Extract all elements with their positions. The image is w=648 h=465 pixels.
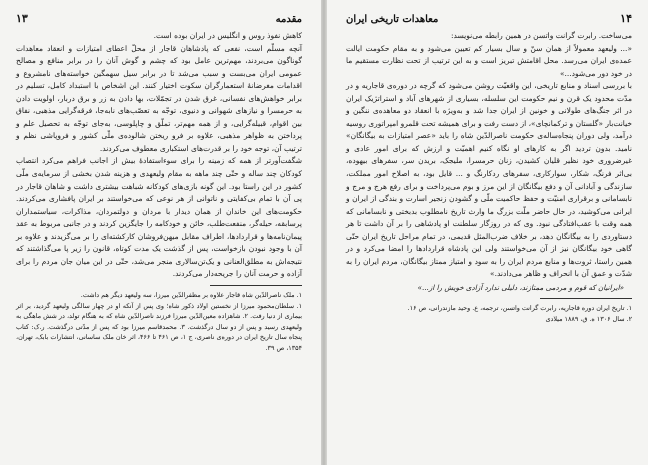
- left-paragraph: آنچه مسلّم است، نفعی که پادشاهان قاجار از محلّ اعطای امتیازات و انعقاد معاهدات گوناگون می‌بردند، مهم‌ترین عامل بود که چشم و گوش آنان را در برابر منافع و مصالح عمومی ایران می‌بست و سبب می‌شد تا در برابر سیل سهمگین خواسته‌های نامشروع و اقدامات مغرضانهٔ استعمارگران سکوت اختیار کنند. این اشخاص با استبداد کامل، تسلیم در برابر خواهش‌های نفسانی، غرق شدن در تجمّلات، بها دادن به زر و برق دربار، اولویت دادن به حرمسرا و نیازهای شهوانی و دنیوی، توجّه به تعصّب‌های نابه‌جا، فرقه‌گرایی مذهبی، نفاق بین اقوام، قبیله‌گرایی، و از همه مهم‌تر، تملّق و چاپلوسی، به‌جای توجّه به تحصیل علم و پرداختن به ظواهر مذهبی، علاوه بر فرو ریختن شالوده‌ی ملّی کشور و فروپاشی نظم و ترتیب آن، توجه خود را بر قدرت‌های استکباری معطوف می‌کردند.: [16, 43, 302, 153]
- right-page-body: [346, 30, 632, 281]
- right-paragraph: «... ولیعهد معمولاً از همان سنّ و سال بسیار کم تعیین می‌شود و به مقام حکومت ایالت عمده‌ی ایران می‌رسد. محل اقامتش تبریز است و به این ترتیب از تحت نظارت مستقیم ما در خود دور می‌شود...»: [346, 43, 632, 78]
- right-footnote: ۲. سال ۱۳۰۶ ه. ق، ۱۸۸۹ میلادی: [545, 314, 632, 323]
- left-paragraph: کاهش نفوذ روس و انگلیس در ایران بوده است.: [153, 31, 302, 40]
- right-quote: «ایرانیان که قوم و مردمی ممتازند، دلیلی ندارد آزادی خویش را از...»: [417, 282, 624, 292]
- right-page-number: ۱۴: [620, 12, 632, 25]
- right-footnotes: [346, 303, 632, 324]
- right-paragraph: با بررسی اسناد و منابع تاریخی، این واقعیّت روشن می‌شود که گرچه در دوره‌ی قاجاریه و در مدّت محدود یک قرن و نیم حکومت این سلسله، بسیاری از شهرهای آباد و استراتژیک ایران در اثر جنگ‌های طولانی و خونین از ایران جدا شد و به‌ویژه با انعقاد دو معاهده‌ی ننگین و خیانت‌بار «گلستان و ترکمانچای»، از دست رفت و برای همیشه تحت قلمرو امپراتوری روسیه درآمد، ولی دوران پنجاه‌ساله‌ی حکومت ناصرالدّین شاه را باید «عصر امتیازات به بیگانگان» نامید. بدون تردید اگر به کارهای او نگاه کنیم اهمیّت و ارزش که برای امور عادی و غیرضروری خود نظیر قلیان کشیدن، زنان حرمسرا، ملیجک، بریدن سر، سفرهای بیهوده، بی‌اثر فرنگ، شکار، سوارکاری، سفرهای ردکارنگ و ... قایل بود، به اصلاح امور مملکت، سازندگی و آبادانی آن و دفع بیگانگان از این مرز و بوم می‌پرداخت و برای رفع هرج و مرج و نابسامانی و برقراری امنیّت و حفظ حاکمیت ملّی و گشودن زنجیر اسارت و بندگی از ایران و ایرانی می‌کوشید، در حال حاضر ملّت بزرگ ما وارث تاریخ نامطلوب بدبختی و نابسامانی که همه وقت با عقب‌افتادگی نبود. وی که در روزگار سلطنت او پادشاهی را بر آن داشت تا هر دستاوردی را به بیگانگان دهد، بر خلاف ضرب‌المثل قدیمی، در تمام مراحل تاریخ ایران حتّی گاهی خود بیگانگان نیز از آن می‌خواستند ولی این پادشاه قراردادها را امضا می‌کرد و در همین راستا، ثروت‌ها و منابع مردم ایران را به سود و امتیاز ممتاز بیگانگان، مردم ایران را به شدّت و عمق آن با انحراف و ظاهر می‌دادند.»: [346, 81, 632, 279]
- left-footnote: ۱. ملک ناصرالدّین شاه قاجار علاوه بر مظفرالدّین میرزا، سه ولیعهد دیگر هم داشت.: [80, 290, 302, 299]
- right-paragraph: می‌ساخت. رابرت گرانت واتسن در همین رابطه می‌نویسد:: [450, 31, 632, 40]
- footnote-divider: [540, 298, 632, 299]
- right-footnote: ۱. تاریخ ایران دوره قاجاریه، رابرت گرانت واتسن، ترجمه، ع. وحید مازندرانی، ص ۱۶.: [407, 303, 632, 312]
- footnote-divider: [210, 285, 302, 286]
- right-page-header: [346, 12, 632, 28]
- left-paragraph: شگفت‌آورتر از همه که زمینه را برای سوءاستفادهٔ بیش از اجانب فراهم می‌کرد انتصاب کودکان چند ساله و حتّی چند ماهه به مقام ولیعهدی و هزینه شدن بخشی از سرمایه‌ی ملّی کشور در این راستا بود. این گونه بازی‌های کودکانه شباهت بیشتری داشت و شاهان قاجار در پی آن با تمام بی‌کفایتی و ناتوانی از هر نوعی که می‌خواستند بر ایران پافشاری می‌کردند. حکومت‌های این خاندان از همان دیدار با مردان و دولتمردان، مذاکرات، سیاستمداران پرسابقه، حیله‌گر، منفعت‌طلب، خائن و خودکامه را جایگزین کردند و در جانبی مربوط به عقد پیمان‌نامه‌ها و قراردادها، اطراف مقابل میهن‌فروشان کارکشته‌ای را بر می‌گزیدند و علاوه بر آن با وجود نبودن بازخواست، پس از گذشت یک مدت کوتاه، قانون را زیر پا می‌گذاشتند که نتیجه‌اش به مطلق‌العنانی و یک‌تن‌سالاری منجر می‌شد، حتّی در این میان جان مردم را برای آزاده و حرمت آنان را جریحه‌دار می‌کردند.: [16, 156, 302, 279]
- left-page-number: ۱۳: [16, 12, 28, 25]
- left-page-body: [16, 30, 302, 281]
- left-footnotes: [16, 290, 302, 354]
- left-header-title: مقدمه: [275, 14, 302, 25]
- right-page: [326, 0, 648, 465]
- left-footnote: ۱. سلطان‌محمود میرزا از نخستین اولاد ذکور شاه؛ وی پس از آنکه او در چهار سالگی ولیعهد گردید، بر اثر بیماری از دنیا رفت. ۲. شاهزاده معین‌الدّین میرزا فرزند ناصرالدّین شاه که به هنگام تولد، در شش ماهگی به ولیعهدی رسید و پس از دو سال درگذشت. ۳. محمدقاسم میرزا بود که پس از مدّتی درگذشت. ر.ک: کتاب پنجاه سال تاریخ ایران در دوره‌ی ناصری، ج ۱، ص ۴۶۱ تا ۴۶۶، اثر خان ملک ساسانی، انتشارات بابک، تهران، ۱۳۵۴، ص ۳۹.: [16, 301, 303, 352]
- left-page: [0, 0, 322, 465]
- right-header-title: معاهدات تاریخی ایران: [346, 14, 439, 25]
- left-page-header: [16, 12, 302, 28]
